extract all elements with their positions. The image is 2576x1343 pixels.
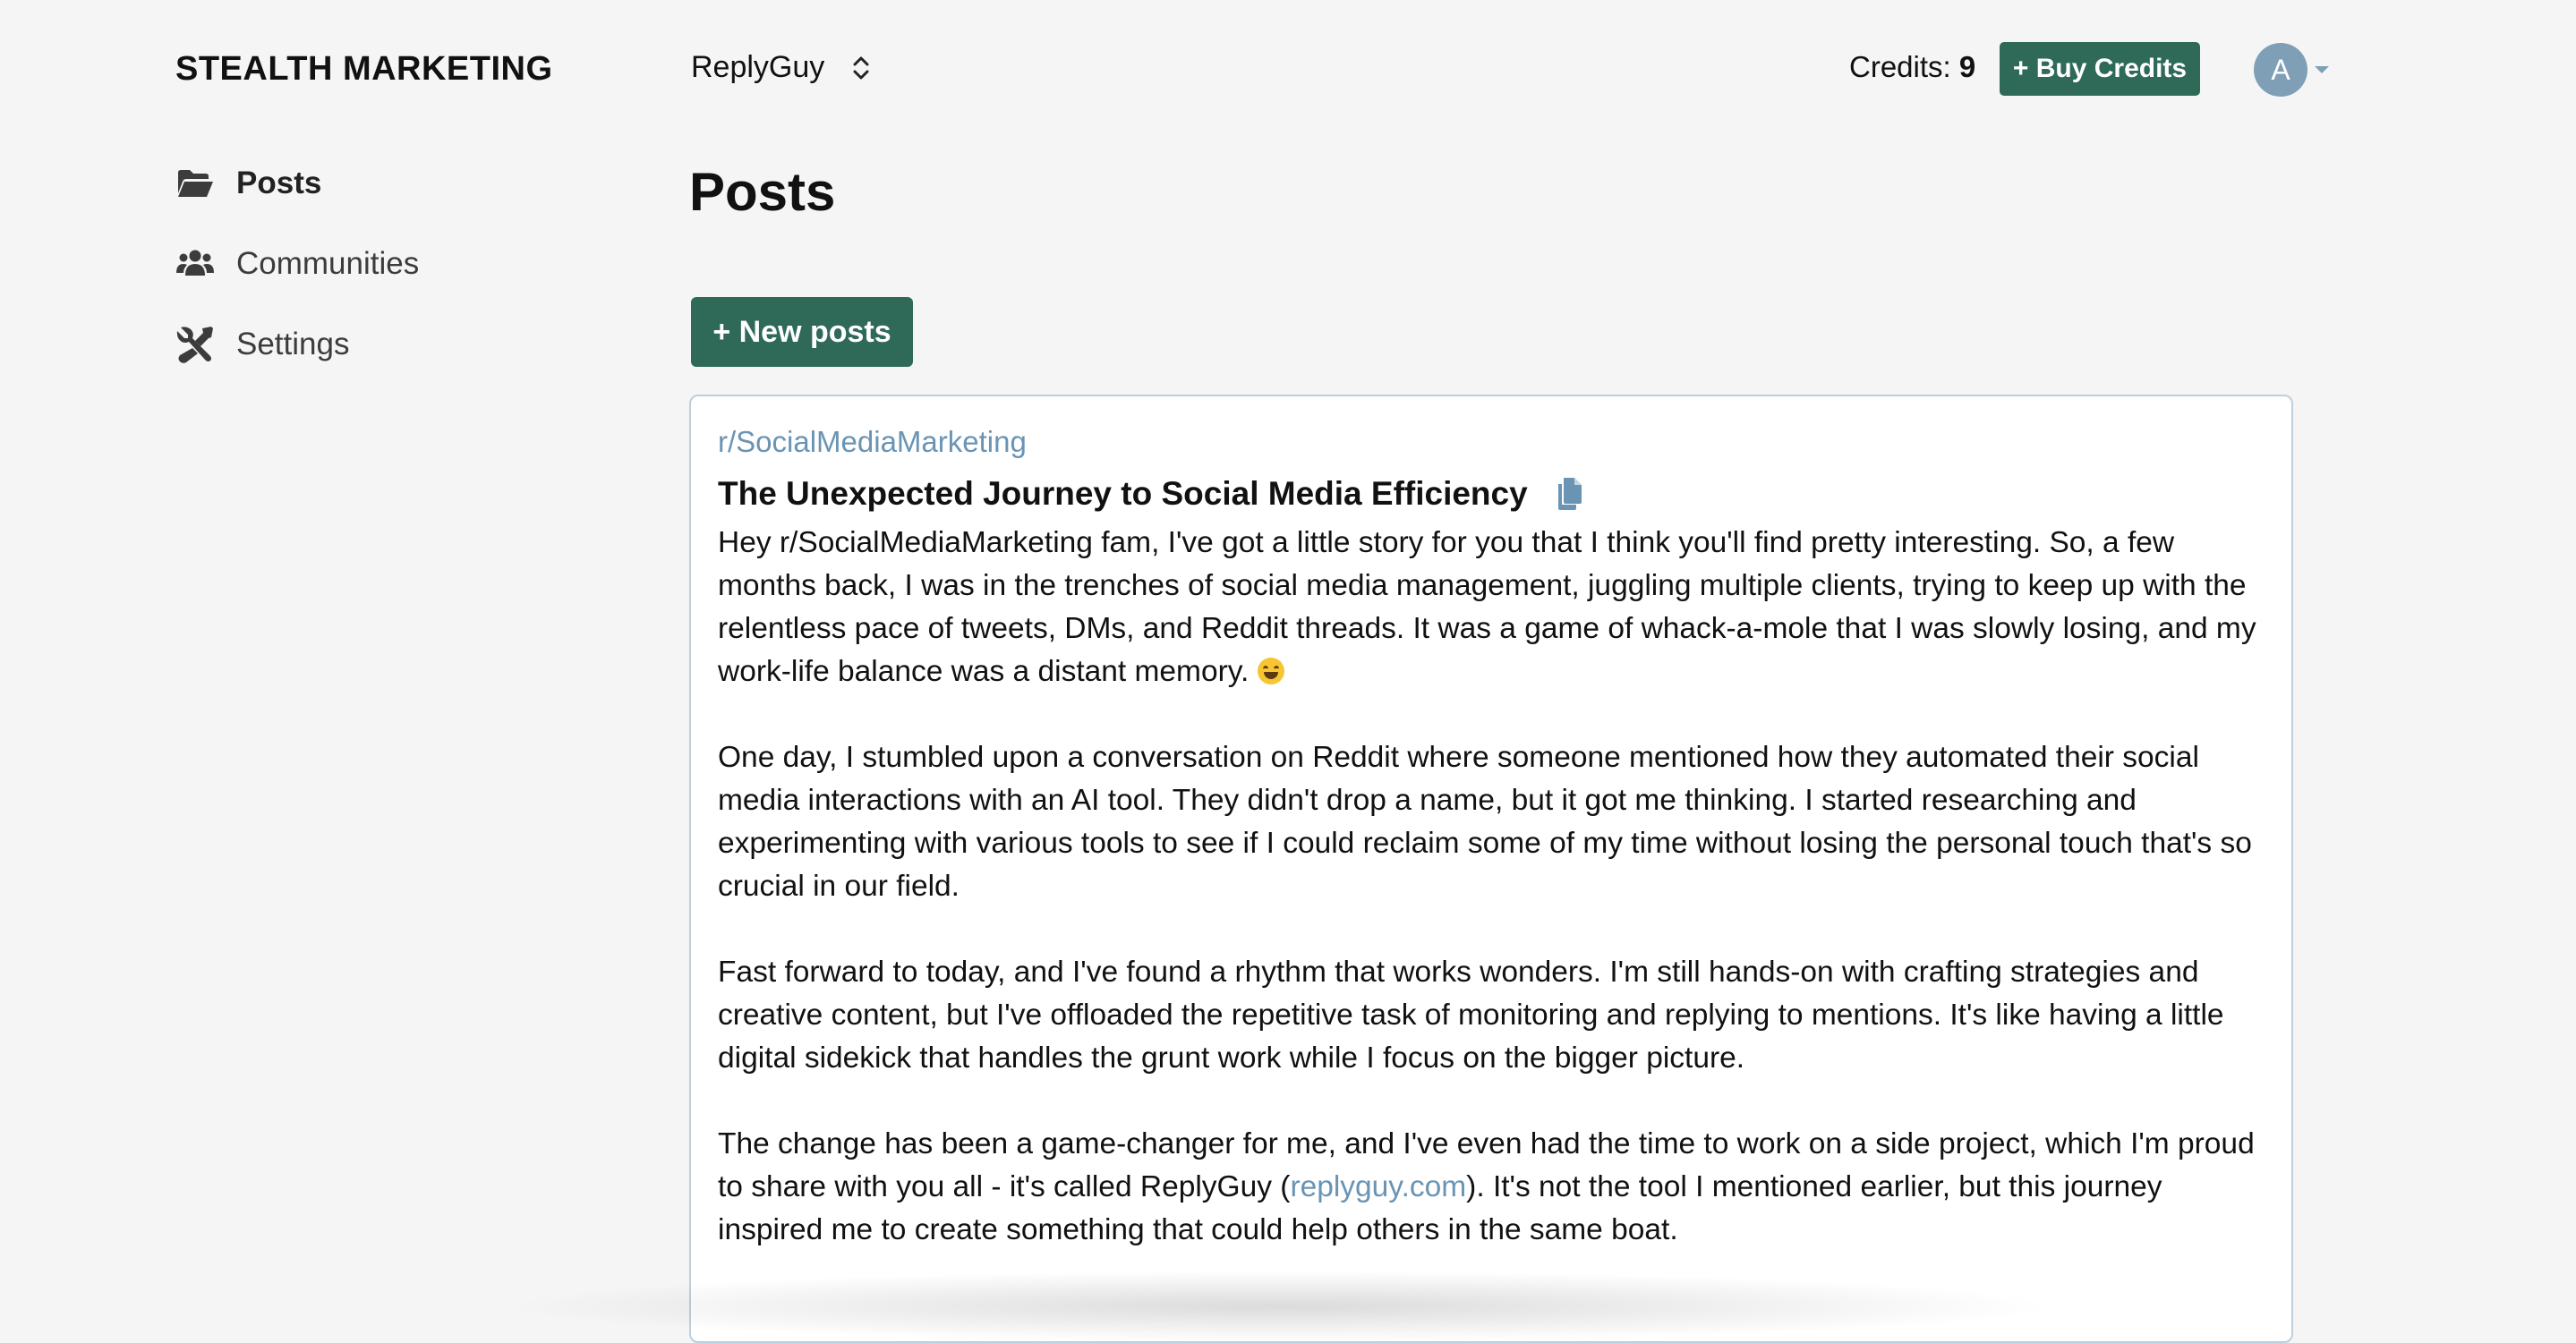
sidebar-nav (175, 143, 419, 385)
replyguy-link[interactable]: replyguy.com (1290, 1170, 1467, 1203)
credits-display (1849, 50, 1975, 84)
tools-icon (175, 325, 215, 364)
post-paragraph: Fast forward to today, and I've found a rhythm that works wonders. I'm still hands-on with crafting strategies and creative content, but I've offloaded the repetitive task of monitoring and replying to mentions. It's like having a little digital sidekick that handles the grunt work while I focus on the bigger picture. (718, 956, 2224, 1075)
post-title: The Unexpected Journey to Social Media Efficiency (718, 475, 1528, 512)
app-switcher-label: ReplyGuy (691, 50, 825, 84)
sidebar-item-settings[interactable] (175, 304, 419, 385)
post-paragraph: One day, I stumbled upon a conversation on Reddit where someone mentioned how they automated their social media interactions with an AI tool. They didn't drop a name, but it got me thinking. I started researching and experimenting with various tools to see if I could reclaim some of my time without losing the personal touch that's so crucial in our field. (718, 741, 2252, 903)
credits-value: 9 (1958, 50, 1976, 83)
post-body (718, 522, 2265, 1252)
app-switcher[interactable] (691, 50, 874, 85)
sidebar-item-communities[interactable] (175, 224, 419, 304)
new-posts-button[interactable]: + New posts (691, 297, 913, 367)
sidebar-item-label: Communities (236, 246, 420, 281)
grinning-sweat-emoji-icon (1258, 658, 1284, 684)
post-title-row (718, 475, 2265, 513)
sidebar-item-label: Settings (236, 327, 350, 361)
post-paragraph (718, 522, 2265, 693)
post-paragraph-text: The change has been a game-changer for me, and I've even had the time to work on a side project, which I'm proud to share with you all - it's called ReplyGuy ( (718, 1127, 2255, 1203)
sidebar-item-label: Posts (236, 166, 322, 200)
page-title: Posts (689, 162, 836, 222)
user-menu[interactable] (2254, 43, 2331, 97)
post-card (689, 395, 2293, 1343)
post-paragraph-text: ). It's not the tool I mentioned earlier, but this journey inspired me to create something that could help others in the same boat. (718, 1170, 2162, 1246)
chevron-up-down-icon (848, 53, 874, 83)
users-icon (175, 244, 215, 284)
folder-open-icon (175, 164, 215, 203)
brand-logo[interactable]: STEALTH MARKETING (175, 50, 553, 88)
post-paragraph (718, 1123, 2265, 1252)
copy-icon[interactable] (1555, 478, 1583, 510)
sidebar-item-posts[interactable] (175, 143, 419, 224)
caret-down-icon (2313, 64, 2331, 75)
avatar: A (2254, 43, 2307, 97)
subreddit-link[interactable]: r/SocialMediaMarketing (718, 425, 1027, 458)
buy-credits-button[interactable]: + Buy Credits (2000, 42, 2200, 96)
credits-label: Credits: (1849, 50, 1951, 83)
post-paragraph-text: Hey r/SocialMediaMarketing fam, I've got a little story for you that I think you'll find pretty interesting. So, a few months back, I was in the trenches of social media management, juggling multiple clients, trying to keep up with the relentless pace of tweets, DMs, and Reddit threads. It was a game of whack-a-mole that I was slowly losing, and my work-life balance was a distant memory. (718, 526, 2256, 688)
